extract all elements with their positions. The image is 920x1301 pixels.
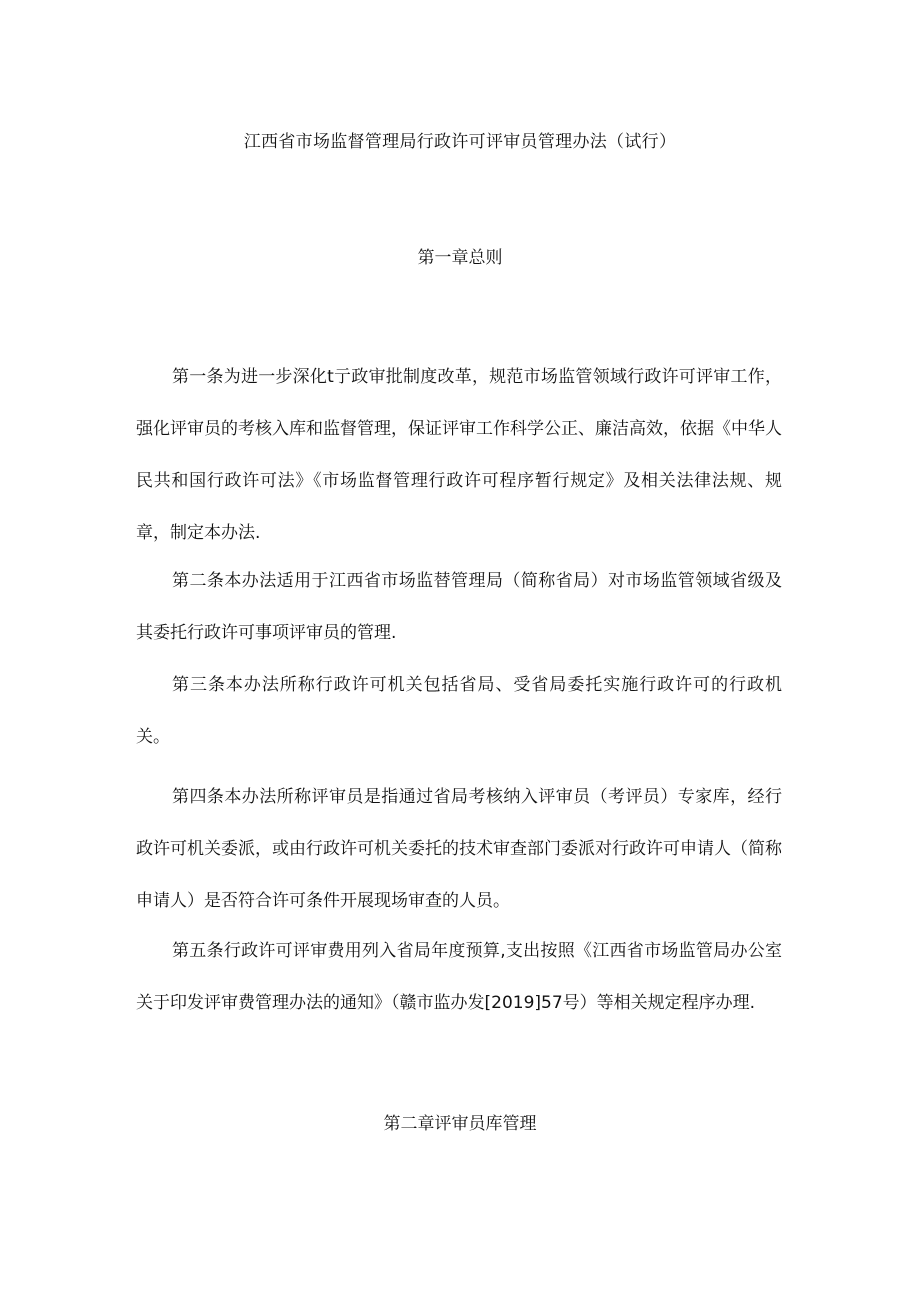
document-title: 江西省市场监督管理局行政许可评审员管理办法（试行） — [243, 132, 677, 152]
article-4: 第四条本办法所称评审员是指通过省局考核纳入评审员（考评员）专家库，经行政许可机关委派，或由行政许可机关委托的技术审查部门委派对行政许可申请人（简称申请人）是否符合许可条件开展现场审查的人员。 — [136, 787, 782, 911]
article-1: 第一条为进一步深化t亍政审批制度改革，规范市场监管领域行政许可评审工作，强化评审员的考核入库和监督管理，保证评审工作科学公正、廉洁高效，依据《中华人民共和国行政许可法》《市场监督管理行政许可程序暂行规定》及相关法律法规、规章，制定本办法. — [136, 367, 782, 543]
article-3: 第三条本办法所称行政许可机关包括省局、受省局委托实施行政许可的行政机关。 — [136, 675, 782, 747]
chapter-2-heading: 第二章评审员库管理 — [383, 1114, 537, 1134]
article-2: 第二条本办法适用于江西省市场监替管理局（简称省局）对市场监管领域省级及其委托行政许可事项评审员的管理. — [136, 571, 782, 643]
article-5: 第五条行政许可评审费用列入省局年度预算,支出按照《江西省市场监管局办公室关于印发评审费管理办法的通知》（赣市监办发[2019]57号）等相关规定程序办理. — [136, 941, 782, 1013]
chapter-1-heading: 第一章总则 — [417, 248, 503, 268]
